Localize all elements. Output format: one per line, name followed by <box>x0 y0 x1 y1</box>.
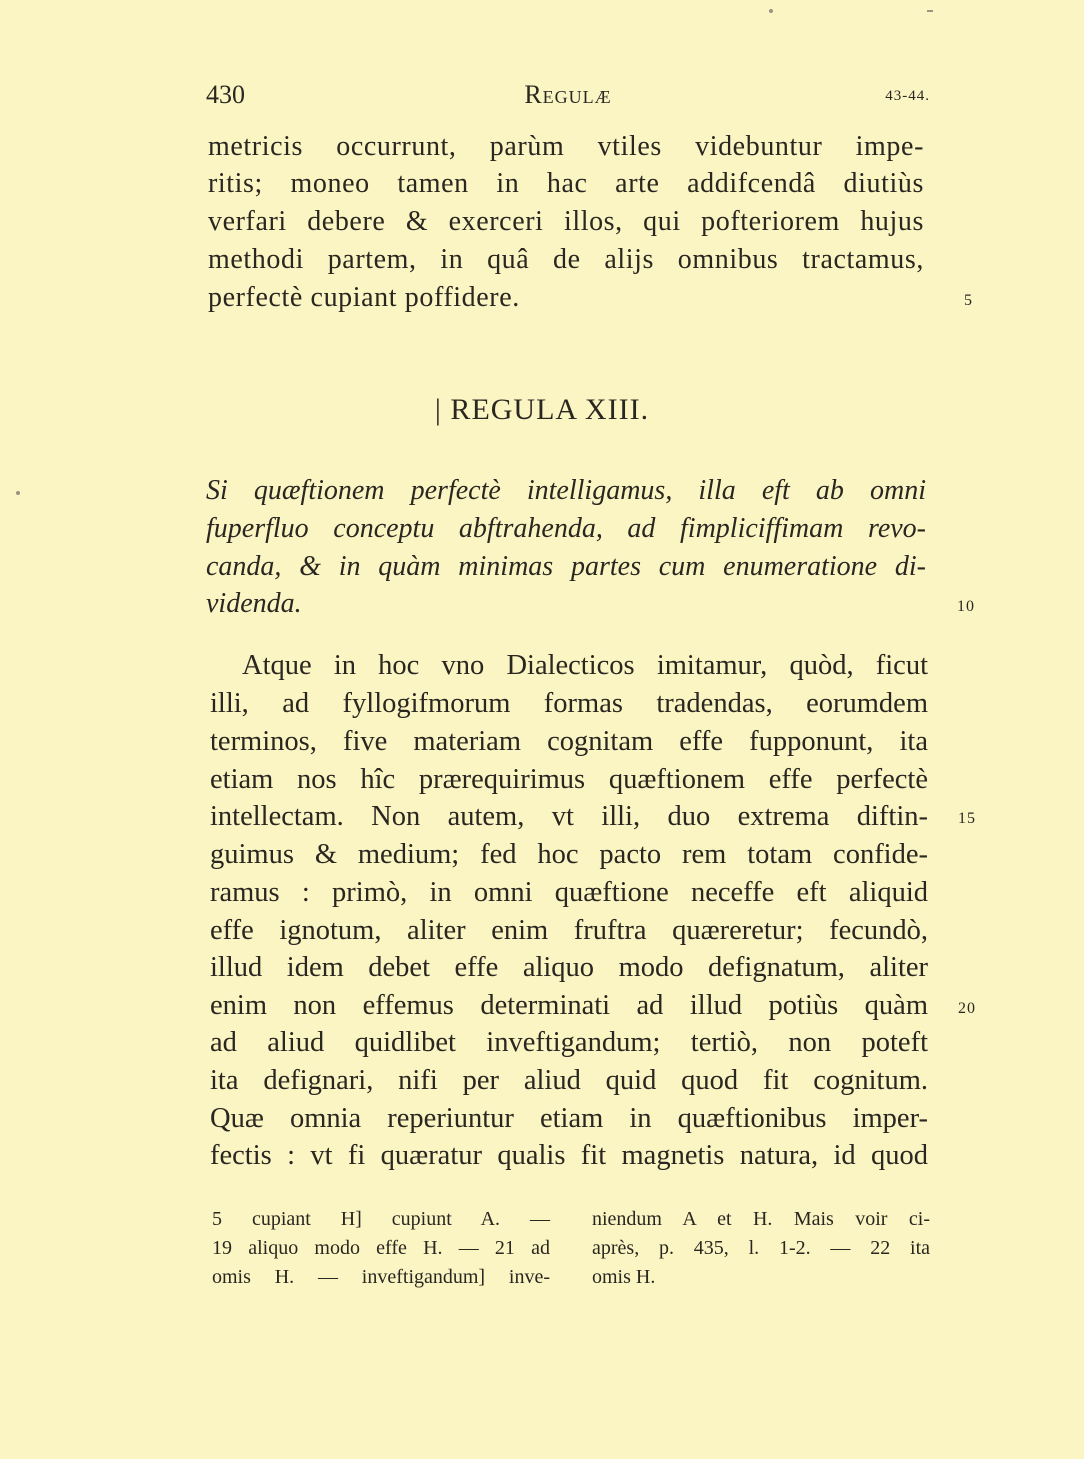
footnotes-right <box>592 1205 930 1292</box>
text-line: enim non effemus determinati ad illud potiùs quàm <box>210 990 928 1021</box>
speck <box>769 9 773 13</box>
footnote-line: 5 cupiant H] cupiunt A. — <box>212 1208 550 1230</box>
footnote-line: omis H. <box>592 1266 656 1288</box>
footnote-line: 19 aliquo modo effe H. — 21 ad <box>212 1237 550 1259</box>
footnote-line: omis H. — inveftigandum] inve- <box>212 1266 550 1288</box>
text-line: illi, ad fyllogifmorum formas tradendas, eorumdem <box>210 688 928 719</box>
text-line: fuperfluo conceptu abftrahenda, ad fimpliciffimam revo- <box>206 513 926 544</box>
footnote-line: après, p. 435, l. 1-2. — 22 ita <box>592 1237 930 1259</box>
text-line: perfectè cupiant poffidere. <box>208 282 520 313</box>
text-line: canda, & in quàm minimas partes cum enumeratione di- <box>206 551 926 582</box>
text-line: methodi partem, in quâ de alijs omnibus tractamus, <box>208 244 924 275</box>
footnotes-left <box>212 1205 550 1292</box>
speck <box>927 10 933 12</box>
text-line: fectis : vt fi quæratur qualis fit magnetis natura, id quod <box>210 1140 928 1171</box>
rule-title: | REGULA XIII. <box>434 393 650 426</box>
text-line: Quæ omnia reperiuntur etiam in quæftionibus imper- <box>210 1103 928 1134</box>
text-line: metricis occurrunt, parùm vtiles videbuntur impe- <box>208 131 924 162</box>
text-line: terminos, five materiam cognitam effe fupponunt, ita <box>210 726 928 757</box>
section-range: 43-44. <box>885 88 930 104</box>
page-header <box>206 80 930 120</box>
page-number: 430 <box>206 80 245 109</box>
line-number: 10 <box>957 598 975 615</box>
speck <box>16 491 20 495</box>
text-line: Atque in hoc vno Dialecticos imitamur, quòd, ficut <box>242 650 928 681</box>
text-line: effe ignotum, aliter enim fruftra quæreretur; fecundò, <box>210 915 928 946</box>
text-line: ritis; moneo tamen in hac arte addifcendâ diutiùs <box>208 168 924 199</box>
footnote-line: niendum A et H. Mais voir ci- <box>592 1208 930 1230</box>
text-line: ita defignari, nifi per aliud quid quod fit cognitum. <box>210 1065 928 1096</box>
line-number: 5 <box>964 292 973 309</box>
text-line: guimus & medium; fed hoc pacto rem totam confide- <box>210 839 928 870</box>
text-line: verfari debere & exerceri illos, qui pofteriorem hujus <box>208 206 924 237</box>
text-line: intellectam. Non autem, vt illi, duo extrema diftin- <box>210 801 928 832</box>
running-title: Regulæ <box>524 80 612 109</box>
text-line: etiam nos hîc prærequirimus quæftionem effe perfectè <box>210 764 928 795</box>
text-line: ad aliud quidlibet inveftigandum; tertiò, non poteft <box>210 1027 928 1058</box>
text-line: videnda. <box>206 588 302 619</box>
text-line: Si quæftionem perfectè intelligamus, illa eft ab omni <box>206 475 926 506</box>
line-number: 20 <box>958 1000 976 1017</box>
text-line: ramus : primò, in omni quæftione neceffe eft aliquid <box>210 877 928 908</box>
line-number: 15 <box>958 810 976 827</box>
text-line: illud idem debet effe aliquo modo defignatum, aliter <box>210 952 928 983</box>
